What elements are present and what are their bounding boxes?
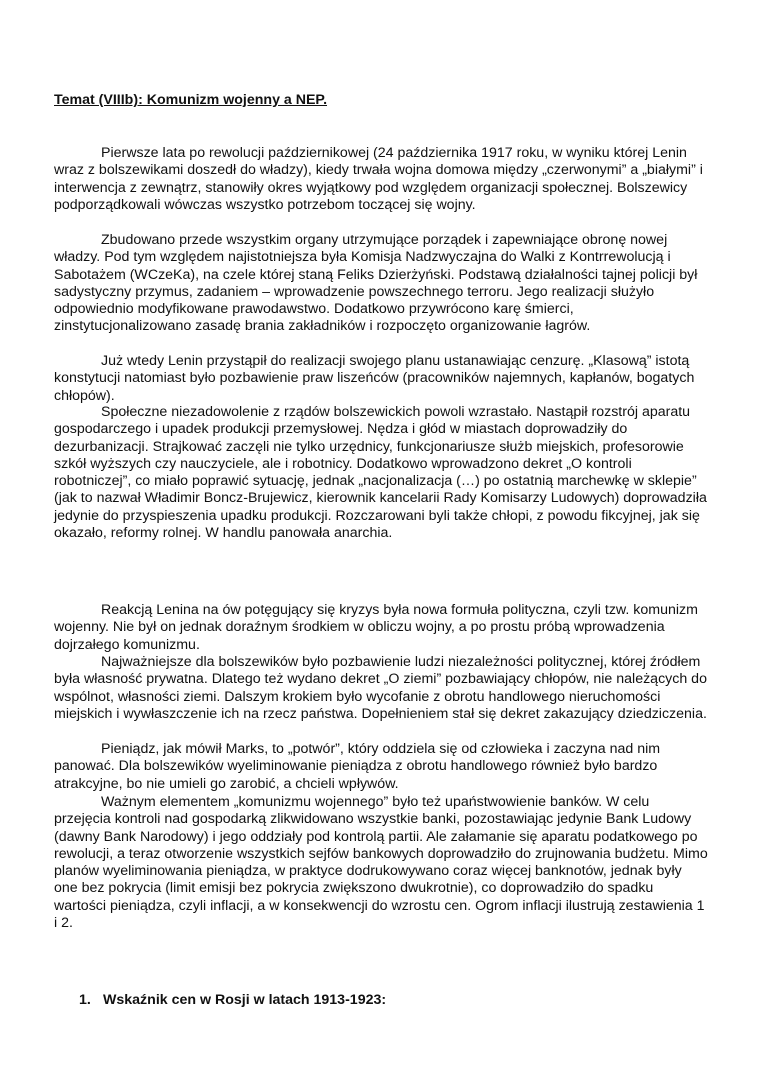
numbered-list-heading [79,992,386,1008]
paragraph: Najważniejsze dla bolszewików było pozbawienie ludzi niezależności politycznej, której źródłem była własność prywatna. Dlatego też wydano dekret „O ziemi” pozbawiający chłopów, nie należących do wspólnot, własności ziemi. Dalszym krokiem było wycofanie z obrotu handlowego nieruchomości miejskich i wywłaszczenie ich na rzecz państwa. Dopełnieniem stał się dekret zakazujący dziedziczenia. [54,654,707,722]
paragraph: Pierwsze lata po rewolucji październikowej (24 października 1917 roku, w wyniku której Lenin wraz z bolszewikami doszedł do władzy), kiedy trwała wojna domowa między „czerwonymi” a „białymi” i interwencja z zewnątrz, stanowiły okres wyjątkowy pod względem organizacji społecznej. Bolszewicy podporządkowali wówczas wszystko potrzebom toczącej się wojny. [54,145,703,213]
paragraph: Reakcją Lenina na ów potęgujący się kryzys była nowa formuła polityczna, czyli tzw. komunizm wojenny. Nie był on jednak doraźnym środkiem w obliczu wojny, a po prostu próbą wprowadzenia dojrzałego komunizmu. [54,602,698,653]
paragraph: Już wtedy Lenin przystąpił do realizacji swojego planu ustanawiając cenzurę. „Klasową” istotą konstytucji natomiast było pozbawienie praw liszeńców (pracowników najemnych, kapłanów, bogatych chłopów). [54,353,695,404]
list-number: 1. [79,992,91,1008]
paragraph: Społeczne niezadowolenie z rządów bolszewickich powoli wzrastało. Nastąpił rozstrój aparatu gospodarczego i upadek produkcji przemysłowej. Nędza i głód w miastach doprowadziły do dezurbanizacji. Strajkować zaczęli nie tylko urzędnicy, funkcjonariusze służb miejskich, profesorowie szkół wyższych czy nauczyciele, ale i robotnicy. Dodatkowo wprowadzono dekret „O kontroli robotniczej”, co miało poprawić sytuację, jednak „nacjonalizacja (…) po ostatnią marchewkę w sklepie” (jak to nazwał Władimir Boncz-Brujewicz, kierownik kancelarii Rady Komisarzy Ludowych) doprowadziła jedynie do przyspieszenia upadku produkcji. Rozczarowani byli także chłopi, z powodu fikcyjnej, jak się okazało, reformy rolnej. W handlu panowała anarchia. [54,404,707,542]
document-title: Temat (VIIIb): Komunizm wojenny a NEP. [54,92,328,108]
paragraph: Zbudowano przede wszystkim organy utrzymujące porządek i zapewniające obronę nowej władzy. Pod tym względem najistotniejsza była Komisja Nadzwyczajna do Walki z Kontrrewolucją i Sabotażem (WCzeKa), na czele której staną Feliks Dzierżyński. Podstawą działalności tajnej policji był sadystyczny przymus, zadaniem – wprowadzenie powszechnego terroru. Jego realizacji służyło odpowiednio modyfikowane prawodawstwo. Dodatkowo przywrócono karę śmierci, zinstytucjonalizowano zasadę brania zakładników i rozpoczęto organizowanie łagrów. [54,232,698,335]
paragraph: Ważnym elementem „komunizmu wojennego” było też upaństwowienie banków. W celu przejęcia kontroli nad gospodarką zlikwidowano wszystkie banki, pozostawiając jedynie Bank Ludowy (dawny Bank Narodowy) i jego oddziały pod kontrolą partii. Ale załamanie się aparatu podatkowego po rewolucji, a teraz otworzenie wszystkich sejfów bankowych doprowadziło do zrujnowania budżetu. Mimo planów wyeliminowania pieniądza, w praktyce dodrukowywano coraz więcej banknotów, jednak były one bez pokrycia (limit emisji bez pokrycia zwiększono dwukrotnie), co doprowadziło do spadku wartości pieniądza, czyli inflacji, a w konsekwencji do wzrostu cen. Ogrom inflacji ilustrują zestawienia 1 i 2. [54,794,708,932]
paragraph: Pieniądz, jak mówił Marks, to „potwór”, który oddziela się od człowieka i zaczyna nad nim panować. Dla bolszewików wyeliminowanie pieniądza z obrotu handlowego również było bardzo atrakcyjne, bo nie umieli go zarobić, a chcieli wpływów. [54,741,661,792]
list-heading-text: Wskaźnik cen w Rosji w latach 1913-1923: [103,992,387,1008]
